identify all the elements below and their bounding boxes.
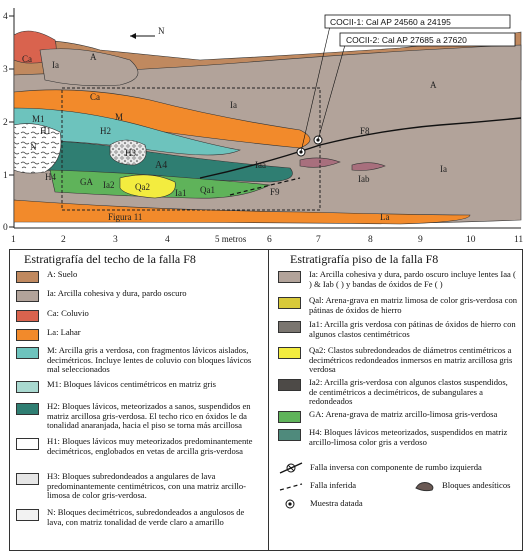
label-a1: A — [90, 52, 97, 62]
label-m1: M1 — [32, 114, 45, 124]
legend-panel — [9, 249, 523, 551]
stratigraphic-profile — [0, 0, 529, 250]
legend-swatch — [16, 509, 39, 521]
legend-swatch — [278, 429, 301, 441]
x-tick-4: 4 — [165, 235, 170, 245]
x-tick-2: 2 — [61, 235, 66, 245]
legend-swatch — [16, 347, 39, 359]
legend-symbol-text: Muestra datada — [310, 498, 363, 508]
legend-right-title: Estratigrafía piso de la falla F8 — [290, 252, 439, 266]
callout-cocii-2 — [340, 33, 515, 46]
legend-text: H3: Bloques subredondeados a angulares de lava predominantemente centimétricos, con una matriz arcillo-limosa de color gris-verdosa. — [47, 471, 247, 501]
legend-text: Ia: Arcilla cohesiva y dura, pardo oscuro incluye lentes Iaa ( ) & Iab ( ) y bandas de óxidos de Fe ( ) — [309, 269, 516, 289]
legend-text: Ia1: Arcilla gris verdosa con pátinas de óxidos de hierro con algunos clastos centimétricos — [309, 319, 516, 339]
label-ca1: Ca — [22, 54, 32, 64]
legend-text: M: Arcilla gris a verdosa, con fragmentos lávicos aislados, decimétricos. Incluye lentes de coluvio con bloques lávicos mal seleccionados — [47, 345, 252, 375]
label-h3: H3 — [125, 148, 136, 158]
fault-symbol-icon — [278, 461, 304, 480]
y-tick-0: 0 — [3, 223, 8, 233]
label-h4: H4 — [45, 172, 56, 182]
y-tick-3: 3 — [3, 65, 8, 75]
north-label: N — [158, 26, 165, 36]
legend-text: A: Suelo — [47, 269, 78, 279]
legend-right-item-0 — [272, 270, 518, 289]
label-h1: H1 — [40, 126, 51, 136]
x-tick-11: 11 — [514, 235, 524, 245]
legend-swatch — [16, 329, 39, 341]
legend-right-item-6 — [272, 428, 518, 447]
y-tick-2: 2 — [3, 118, 8, 128]
label-n: N — [30, 142, 37, 152]
legend-symbol-1 — [272, 479, 356, 497]
legend-left-item-8 — [10, 472, 260, 501]
sample-dot-icon — [278, 497, 304, 515]
label-ga: GA — [80, 177, 93, 187]
legend-text: La: Lahar — [47, 327, 81, 337]
callout-cocii-1 — [325, 15, 510, 28]
x-tick-3: 3 — [113, 235, 118, 245]
legend-left-item-1 — [10, 289, 260, 302]
legend-swatch — [16, 403, 39, 415]
legend-left-item-0 — [10, 270, 260, 283]
legend-text: H4: Bloques lávicos meteorizados, suspendidos en matriz arcillo-limosa color gris a verdoso — [309, 427, 508, 447]
legend-swatch — [16, 381, 39, 393]
callout-cocii-1-text: COCII-1: Cal AP 24560 a 24195 — [330, 17, 451, 27]
legend-symbol-3 — [272, 497, 363, 515]
x-tick-5: 5 metros — [215, 234, 247, 244]
andesite-block-icon — [414, 479, 436, 497]
legend-swatch — [16, 438, 39, 450]
legend-swatch — [278, 379, 301, 391]
x-tick-9: 9 — [418, 235, 423, 245]
legend-text: Qal: Arena-grava en matriz limosa de color gris-verdosa con pátinas de óxidos de hierro — [309, 295, 518, 315]
x-tick-8: 8 — [368, 235, 373, 245]
x-axis — [11, 228, 523, 245]
label-qa2: Qa2 — [135, 182, 150, 192]
legend-symbol-text: Bloques andesíticos — [442, 480, 511, 490]
label-ia2-box: Ia2 — [103, 180, 115, 190]
legend-text: GA: Arena-grava de matriz arcillo-limosa gris-verdosa — [309, 409, 498, 419]
label-ca2: Ca — [90, 92, 100, 102]
y-tick-4: 4 — [3, 12, 8, 22]
label-f9: F9 — [270, 187, 280, 197]
label-qa1: Qa1 — [200, 185, 215, 195]
legend-left-item-3 — [10, 328, 260, 341]
legend-divider — [268, 250, 269, 550]
legend-swatch — [16, 473, 39, 485]
legend-swatch — [16, 310, 39, 322]
label-ia1: Ia — [52, 60, 59, 70]
label-la: La — [380, 212, 390, 222]
label-figura-11: Figura 11 — [108, 212, 143, 222]
legend-left-item-4 — [10, 346, 260, 375]
x-tick-7: 7 — [316, 235, 321, 245]
label-a4: A4 — [155, 160, 168, 171]
legend-left-item-6 — [10, 402, 260, 431]
label-ia2: Ia — [230, 100, 237, 110]
legend-text: H1: Bloques lávicos muy meteorizados predominantemente decimétricos, englobados en vetas de arcilla gris-verdosa — [47, 436, 253, 456]
legend-text: Ia: Arcilla cohesiva y dura, pardo oscuro — [47, 288, 187, 298]
label-ia3: Ia — [440, 164, 447, 174]
legend-left-item-7 — [10, 437, 260, 456]
legend-text: H2: Bloques lávicos, meteorizados a sanos, suspendidos en matriz arcillosa gris-verdosa. El techo rico en óxidos le da tonalidad anaranjada, hacia el piso se torna más arcillosa — [47, 401, 251, 431]
label-h2: H2 — [100, 126, 111, 136]
legend-swatch — [16, 271, 39, 283]
label-ia1-box: Ia1 — [175, 188, 187, 198]
legend-swatch — [278, 411, 301, 423]
legend-left-item-2 — [10, 309, 260, 322]
legend-left-title: Estratigrafía del techo de la falla F8 — [24, 252, 196, 266]
label-iab: Iab — [358, 174, 370, 184]
x-tick-10: 10 — [466, 235, 476, 245]
label-f8: F8 — [360, 126, 370, 136]
legend-right-item-3 — [272, 346, 518, 375]
label-iaa: Iaa — [255, 160, 266, 170]
legend-text: Ia2: Arcilla gris-verdosa con algunos clastos suspendidos, de centimétricos a decimétricos, de subangulares a redondeados — [309, 377, 508, 407]
legend-swatch — [278, 297, 301, 309]
legend-text: N: Bloques decimétricos, subredondeados a angulosos de lava, con matriz tonalidad de verde claro a amarillo — [47, 507, 245, 527]
x-tick-6: 6 — [267, 235, 272, 245]
x-tick-1: 1 — [11, 235, 16, 245]
legend-right-item-5 — [272, 410, 518, 423]
legend-left-item-9 — [10, 508, 260, 527]
legend-left-item-5 — [10, 380, 260, 393]
label-m: M — [115, 112, 124, 122]
legend-symbol-2 — [408, 479, 511, 497]
legend-text: Ca: Coluvio — [47, 308, 89, 318]
inferred-fault-icon — [278, 479, 304, 497]
legend-symbol-0 — [272, 461, 482, 480]
legend-right-item-2 — [272, 320, 518, 339]
legend-swatch — [278, 347, 301, 359]
legend-swatch — [278, 321, 301, 333]
legend-swatch — [278, 271, 301, 283]
label-a2: A — [430, 80, 437, 90]
y-axis — [3, 8, 14, 233]
legend-right-item-4 — [272, 378, 518, 407]
legend-symbol-text: Falla inferida — [310, 480, 357, 490]
north-arrow — [130, 26, 165, 39]
legend-symbol-text: Falla inversa con componente de rumbo izquierda — [310, 462, 482, 472]
legend-right-item-1 — [272, 296, 518, 315]
legend-text: Qa2: Clastos subredondeados de diámetros centimétricos a decimétricos redondeados inmersos en matriz arcillosa gris verdosa — [309, 345, 513, 375]
callout-cocii-2-text: COCII-2: Cal AP 27685 a 27620 — [346, 35, 467, 45]
y-tick-1: 1 — [3, 171, 8, 181]
legend-swatch — [16, 290, 39, 302]
legend-text: M1: Bloques lávicos centimétricos en matriz gris — [47, 379, 216, 389]
